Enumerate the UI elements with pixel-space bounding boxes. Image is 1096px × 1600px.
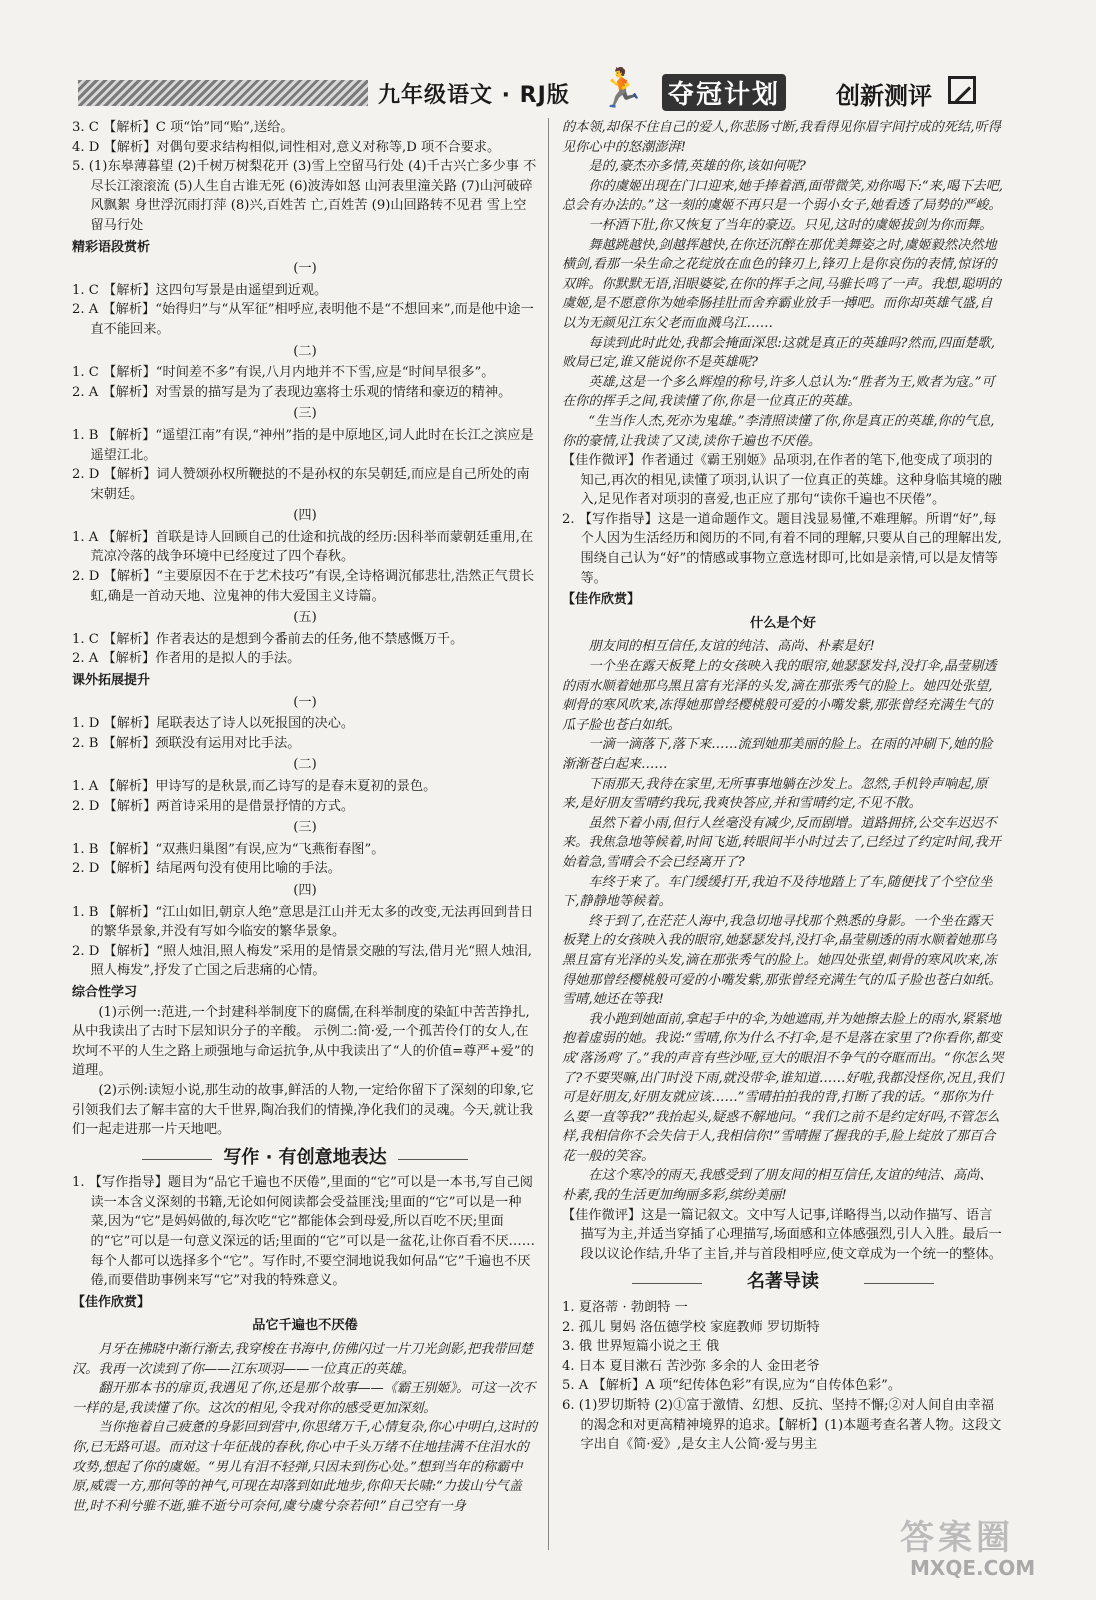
subsection-label: 课外拓展提升 — [72, 673, 151, 689]
text-paragraph: 1. B 【解析】“江山如旧,朝京人绝”意思是江山并无太多的改变,无法再回到昔日的繁华景象,并没有写如今临安的繁华景象。 — [72, 904, 534, 940]
text-paragraph: 1. B 【解析】“遥望江南”有误,“神州”指的是中原地区,词人此时在长江之滨应是遥望江北。 — [72, 427, 534, 463]
text-paragraph: 下雨那天,我待在家里,无所事事地躺在沙发上。忽然,手机铃声响起,原来,是好朋友雪晴约我玩,我爽快答应,并和雪晴约定,不见不散。 — [562, 776, 988, 812]
text-paragraph: 当你拖着自己疲惫的身影回到营中,你思绪万千,心情复杂,你心中明白,这时的你,已无路可退。而对这十年征战的春秋,你心中千头万绪不住地挂满不住泪水的攻势,想起了你的虞姬。“男儿有泪不轻弹,只因未到伤心处。”想到当年的称霸中原,威震一方,那何等的神气,可现在却落到如此地步,你仰天长啸:“力拔山兮气盖世,时不利兮骓不逝,骓不逝兮可奈何,虞兮虞兮奈若何!”自己空有一身 — [72, 1420, 538, 1514]
text-paragraph: 一个坐在露天板凳上的女孩映入我的眼帘,她瑟瑟发抖,没打伞,晶莹剔透的雨水顺着她那乌黑且富有光泽的头发,滴在那张秀气的脸上。她四处张望,刺骨的寒风吹来,冻得她那曾经樱桃般可爱的小嘴发紫,那张曾经充满生气的瓜子脸也苍白如纸。 — [562, 659, 997, 733]
left-column — [72, 118, 538, 1516]
text-paragraph: 1. B 【解析】“双燕归巢图”有误,应为“飞燕衔春图”。 — [72, 841, 385, 857]
column-divider — [548, 118, 549, 1550]
header-title: 九年级语文 · RJ版 — [378, 83, 570, 108]
text-paragraph: 翻开那本书的扉页,我遇见了你,还是那个故事——《霸王别姬》。可这一次不一样的是,我读懂了你。这次的相见,令我对你的感受更加深刻。 — [72, 1381, 536, 1416]
watermark-text: 答案圈 — [900, 1518, 1014, 1558]
text-paragraph: 2. B 【解析】颈联没有运用对比手法。 — [72, 735, 301, 751]
text-paragraph: 月牙在拂晓中渐行渐去,我穿梭在书海中,仿佛闪过一片刀光剑影,把我带回楚汉。我再一次读到了你——江东项羽——一位真正的英雄。 — [72, 1342, 533, 1377]
subgroup-label: (三) — [293, 406, 317, 422]
text-paragraph: 1. A 【解析】首联是诗人回顾自己的仕途和抗战的经历:因科举而蒙朝廷重用,在荒凉冷落的战争环境中已经度过了四个春秋。 — [72, 529, 534, 565]
text-paragraph: 2. A 【解析】对雪景的描写是为了表现边塞将士乐观的情绪和豪迈的精神。 — [72, 384, 512, 400]
text-paragraph: 2. D 【解析】“照人烛泪,照人梅发”采用的是情景交融的写法,借月光“照人烛泪,照人梅发”,抒发了亡国之后悲痛的心情。 — [72, 943, 532, 979]
text-paragraph: (1)示例一:范进,一个封建科举制度下的腐儒,在科举制度的染缸中苦苦挣扎,从中我读出了古时下层知识分子的辛酸。 示例二:简·爱,一个孤苦伶仃的女人,在坎坷不平的人生之路上顽强地与命运抗争,从中我读出了“人的价值=尊严+爱”的道理。 — [72, 1004, 534, 1079]
runner-icon: 🏃 — [598, 66, 646, 110]
text-paragraph: 1. D 【解析】尾联表达了诗人以死报国的决心。 — [72, 716, 355, 732]
brand-name: 夺冠计划 — [662, 74, 786, 111]
subsection-label: 综合性学习 — [72, 984, 138, 1000]
text-paragraph: 2. 孤儿 舅妈 洛伍德学校 家庭教师 罗切斯特 — [562, 1319, 820, 1335]
text-paragraph: 3. C 【解析】C 项“饴”同“贻”,送给。 — [72, 120, 294, 135]
watermark-url: MXQE.COM — [910, 1556, 1036, 1580]
text-paragraph: 朋友间的相互信任,友谊的纯洁、高尚、朴素是好! — [588, 639, 875, 655]
subsection-label: 【佳作欣赏】 — [562, 592, 641, 608]
text-paragraph: 是的,豪杰亦多情,英雄的你,该如何呢? — [588, 159, 806, 175]
text-paragraph: 一杯酒下肚,你又恢复了当年的豪迈。只见,这时的虞姬拔剑为你而舞。 — [588, 217, 993, 233]
subgroup-label: (一) — [293, 261, 317, 277]
right-column — [562, 118, 1004, 1455]
essay-title: 品它千遍也不厌倦 — [252, 1318, 358, 1334]
text-paragraph: 1. A 【解析】甲诗写的是秋景,而乙诗写的是春末夏初的景色。 — [72, 779, 437, 794]
text-paragraph: 2. A 【解析】“始得归”与“从军征”相呼应,表明他不是“不想回来”,而是他中途一直不能回来。 — [72, 302, 534, 337]
text-paragraph: 终于到了,在茫茫人海中,我急切地寻找那个熟悉的身影。一个坐在露天板凳上的女孩映入我的眼帘,她瑟瑟发抖,没打伞,晶莹剔透的雨水顺着她那乌黑且富有光泽的头发,滴在那张秀气的脸上。她四处张望,刺骨的寒风吹来,冻得她那曾经樱桃般可爱的小嘴发紫,那张曾经充满生气的瓜子脸也苍白如纸。雪晴,她还在等我! — [562, 913, 1002, 1008]
subsection-label: 精彩语段赏析 — [72, 239, 151, 255]
subgroup-label: (二) — [293, 757, 317, 773]
subgroup-label: (二) — [293, 343, 317, 359]
subgroup-label: (三) — [293, 820, 317, 836]
text-paragraph: 5. A 【解析】A 项“纪传体色彩”有误,应为“自传体色彩”。 — [562, 1378, 902, 1394]
text-paragraph: 6. (1)罗切斯特 (2)①富于激情、幻想、反抗、坚持不懈;②对人间自由幸福的渴念和对更高精神境界的追求。【解析】(1)本题考查名著人物。这段文字出自《简·爱》,是女主人公简·爱与男主 — [562, 1398, 1002, 1453]
essay-title: 什么是个好 — [750, 615, 816, 631]
text-paragraph: 的本领,却保不住自己的爱人,你悲肠寸断,我看得见你眉宇间拧成的死结,听得见你心中的怒潮澎湃! — [562, 120, 1001, 155]
brand-logo — [598, 66, 978, 116]
text-paragraph: 2. 【写作指导】这是一道命题作文。题目浅显易懂,不难理解。所谓“好”,每个人因为生活经历和阅历的不同,有着不同的理解,只要从自己的理解出发,围绕自己认为“好”的情感或事物立意选材即可,比如是亲情,可以是友情等等。 — [562, 511, 1002, 586]
text-paragraph: 2. D 【解析】“主要原因不在于艺术技巧”有误,全诗格调沉郁悲壮,浩然正气贯长虹,确是一首动天地、泣鬼神的伟大爱国主义诗篇。 — [72, 569, 535, 604]
text-paragraph: 每读到此时此处,我都会掩面深思:这就是真正的英雄吗?然而,四面楚歌,败局已定,谁又能说你不是英雄呢? — [562, 335, 995, 371]
text-paragraph: 2. D 【解析】词人赞颂孙权所鞭挞的不是孙权的东吴朝廷,而应是自己所处的南宋朝廷。 — [72, 467, 530, 502]
brand-subtitle: 创新测评 — [836, 82, 932, 110]
section-heading: 写作 · 有创意地表达 — [72, 1148, 538, 1168]
text-paragraph: 【佳作微评】作者通过《霸王别姬》品项羽,在作者的笔下,他变成了项羽的知己,再次的相见,读懂了项羽,认识了一位真正的英雄。这种身临其境的融入,足见作者对项羽的喜爱,也正应了那句“读你千遍也不厌倦”。 — [562, 453, 1002, 508]
checkmark-icon — [948, 76, 976, 104]
text-paragraph: 1. C 【解析】这四句写景是由遥望到近观。 — [72, 282, 328, 298]
text-paragraph: 我小跑到她面前,拿起手中的伞,为她遮雨,并为她擦去脸上的雨水,紧紧地抱着虚弱的她。我说:“雪晴,你为什么不打伞,是不是落在家里了?你看你,都变成‘落汤鸡’了。”我的声音有些沙哑,豆大的眼泪不争气的夺眶而出。“你怎么哭了?不要哭嘛,出门时没下雨,就没带伞,谁知道……好啦,我都没怪你,况且,我们可是好朋友,好朋友就应该……”雪晴拍拍我的背,打断了我的话。“那你为什么要一直等我?”我抬起头,疑惑不解地问。“我们之前不是约定好吗,不管怎么样,我相信你不会失信于人,我相信你!”雪晴握了握我的手,脸上绽放了那百合花一般的笑容。 — [562, 1011, 1004, 1164]
section-heading: 名著导读 — [562, 1272, 1004, 1292]
text-paragraph: (2)示例:读短小说,那生动的故事,鲜活的人物,一定给你留下了深刻的印象,它引领我们去了解丰富的大千世界,陶冶我们的情操,净化我们的灵魂。今天,就让我们一起走进那一片天地吧。 — [72, 1082, 534, 1138]
subgroup-label: (一) — [293, 694, 317, 710]
text-paragraph: 4. 日本 夏目漱石 苦沙弥 多余的人 金田老爷 — [562, 1358, 820, 1374]
text-paragraph: 一滴一滴落下,落下来……流到她那美丽的脸上。在雨的冲刷下,她的脸渐渐苍白起来…… — [562, 737, 993, 772]
text-paragraph: 舞越跳越快,剑越挥越快,在你还沉醉在那优美舞姿之时,虞姬毅然决然地横剑,看那一朵生命之花绽放在血色的锋刃上,锋刃上是你哀伤的表情,惊讶的双眸。你默默无语,泪眼婆娑,在你的挥手之间,马骓长鸣了一声。我想,聪明的虞姬,是不愿意你为她牵肠挂肚而舍弃霸业放手一搏吧。而你却英雄气盛,自以为无颜见江东父老而血溅乌江…… — [562, 237, 1001, 331]
text-paragraph: 车终于来了。车门缓缓打开,我迫不及待地踏上了车,随便找了个空位坐下,静静地等候着。 — [562, 874, 993, 910]
text-paragraph: 2. D 【解析】两首诗采用的是借景抒情的方式。 — [72, 798, 355, 814]
text-paragraph: 5. (1)东皋薄暮望 (2)千树万树梨花开 (3)雪上空留马行处 (4)千古兴亡多少事 不尽长江滚滚流 (5)人生自古谁无死 (6)波涛如怒 山河表里潼关路 (7)山河破碎风飘絮 身世浮沉雨打萍 (8)兴,百姓苦 亡,百姓苦 (9)山回路转不见君 雪上空留马行处 — [72, 159, 537, 233]
text-paragraph: 4. D 【解析】对偶句要求结构相似,词性相对,意义对称等,D 项不合要求。 — [72, 139, 501, 155]
subgroup-label: (四) — [293, 882, 317, 898]
text-paragraph: 2. D 【解析】结尾两句没有使用比喻的手法。 — [72, 861, 341, 877]
watermark — [900, 1510, 1080, 1590]
subgroup-label: (五) — [293, 610, 317, 626]
text-paragraph: 你的虞姬出现在门口迎来,她手捧着酒,面带微笑,劝你喝下:“来,喝下去吧,总会有办法的。”这一刻的虞姬不再只是一个弱小女子,她看透了局势的严峻。 — [562, 178, 1003, 214]
text-paragraph: 1. 【写作指导】题目为“品它千遍也不厌倦”,里面的“它”可以是一本书,写自己阅读一本含义深刻的书籍,无论如何阅读都会受益匪浅;里面的“它”可以是一种菜,因为“它”是妈妈做的,每次吃“它”都能体会到母爱,所以百吃不厌;里面的“它”可以是一句意义深远的话;里面的“它”可以是一盆花,让你百看不厌……每个人都可以选择多个“它”。写作时,不要空洞地说我如何品“它”千遍也不厌倦,而要借助事例来写“它”对我的特殊意义。 — [72, 1175, 535, 1289]
page-header — [78, 66, 1018, 112]
text-paragraph: 3. 俄 世界短篇小说之王 俄 — [562, 1339, 720, 1355]
header-stripe-decoration — [78, 80, 368, 106]
text-paragraph: 1. C 【解析】作者表达的是想到今番前去的任务,他不禁感慨万千。 — [72, 631, 464, 647]
text-paragraph: 2. A 【解析】作者用的是拟人的手法。 — [72, 651, 301, 667]
text-paragraph: 1. C 【解析】“时间差不多”有误,八月内地并不下雪,应是“时间早很多”。 — [72, 365, 495, 381]
subsection-label: 【佳作欣赏】 — [72, 1294, 151, 1310]
text-paragraph: 【佳作微评】这是一篇记叙文。文中写人记事,详略得当,以动作描写、语言描写为主,并适当穿插了心理描写,场面感和立体感强烈,引人入胜。最后一段以议论作结,升华了主旨,并与首段相呼应,使文章成为一个统一的整体。 — [562, 1207, 1002, 1262]
text-paragraph: “生当作人杰,死亦为鬼雄。”李清照读懂了你,你是真正的英雄,你的气息,你的豪情,让我读了又读,读你千遍也不厌倦。 — [562, 413, 995, 449]
subgroup-label: (四) — [293, 508, 317, 524]
text-paragraph: 虽然下着小雨,但行人丝毫没有减少,反而剧增。道路拥挤,公交车迟迟不来。我焦急地等候着,时间飞逝,转眼间半小时过去了,已经过了约定时间,我开始着急,雪晴会不会已经离开了? — [562, 815, 1001, 870]
text-paragraph: 英雄,这是一个多么辉煌的称号,许多人总认为:“胜者为王,败者为寇。”可在你的挥手之间,我读懂了你,你是一位真正的英雄。 — [562, 374, 995, 410]
text-paragraph: 在这个寒冷的雨天,我感受到了朋友间的相互信任,友谊的纯洁、高尚、朴素,我的生活更加绚丽多彩,缤纷美丽! — [562, 1168, 993, 1204]
text-paragraph: 1. 夏洛蒂 · 勃朗特 一 — [562, 1300, 688, 1316]
